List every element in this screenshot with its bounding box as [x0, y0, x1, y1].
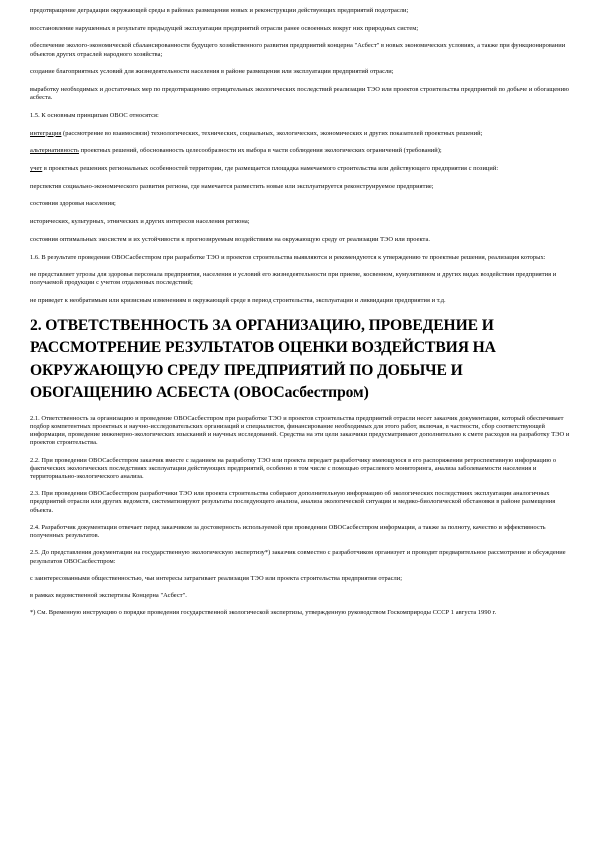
paragraph: состояния здоровья населения;	[30, 200, 116, 208]
paragraph: не представляет угрозы для здоровья персонала предприятия, населения и условий его жизнедеятельности при приеме, косвенном, кумулятивном и других видах воздействия предприятия и получаемой продукции с учетом отдаленных последствий;	[30, 271, 557, 287]
paragraph: не приведет к необратимым или кризисным изменениям в окружающей среде в период строительства, эксплуатации и ликвидации предприятия и т.д.	[30, 297, 446, 305]
principle-text: проектных решений, обоснованность целесообразности их выбора в части соблюдения экологических ограничений (требований);	[79, 147, 442, 155]
principle-text: (рассмотрение во взаимосвязи) технологических, технических, социальных, экологических, экономических и других показателей проектных решений;	[61, 129, 483, 137]
paragraph: 2.1. Ответственность за организацию и проведение ОВОСасбестпром при разработке ТЭО и проектов строительства предприятий отрасли несет заказчик документации, который обеспечивает подбор компетентных проектных и научно-исследовательских организаций и специалистов, финансирование необходимых для этого работ, включая, в частности, сбор соответствующей информации, проведение инженерно-экологических изысканий и научных исследований. Средства на эти цели заказчики предусматривают дополнительно к смете расходов на разработку ТЭО и проектов строительства.	[30, 414, 570, 447]
paragraph: восстановление нарушенных в результате предыдущей эксплуатации предприятий отрасли ранее освоенных вокруг них природных систем;	[30, 24, 419, 32]
section-2-body	[30, 415, 579, 617]
paragraph: исторических, культурных, этнических и других интересов населения региона;	[30, 218, 250, 226]
paragraph: состояния оптимальных экосистем и их устойчивости к прогнозируемым воздействиям на окружающую среду от реализации ТЭО или проекта.	[30, 235, 430, 243]
principle-term: интеграция	[30, 129, 62, 137]
principle-integration	[30, 130, 579, 138]
paragraph: 2.4. Разработчик документации отвечает перед заказчиком за достоверность используемой при проведении ОВОСасбестпром информации, а также за полноту, качество и эффективность полученных результатов.	[30, 523, 546, 540]
paragraph: выработку необходимых и достаточных мер по предотвращению отрицательных экологических последствий реализации ТЭО или проектов строительства предприятий по добыче и обогащению асбеста.	[30, 86, 569, 102]
paragraph: предотвращение деградации окружающей среды в районах размещения новых и реконструкции действующих предприятий подотрасли;	[30, 7, 409, 14]
paragraph: 2.5. До представления документации на государственную экологическую экспертизу*) заказчик совместно с разработчиком организует и проводит предварительное рассмотрение и обсуждение результатов ОВОСасбестпром:	[30, 549, 566, 565]
paragraph: создание благоприятных условий для жизнедеятельности населения в районе размещения или эксплуатации предприятий отрасли;	[30, 68, 394, 76]
footnote: *) См. Временную инструкцию о порядке проведения государственной экологической экспертизы, утвержденную руководством Госкомприроды СССР 1 августа 1990 г.	[30, 609, 497, 617]
principle-term: альтернативность	[30, 147, 80, 155]
paragraph: обеспечение эколого-экономической сбалансированности будущего хозяйственного развития предприятий концерна "Асбест" в новых экономических условиях, а также при функционировании объектов других отраслей народного хозяйства;	[30, 42, 566, 58]
principle-alternatives	[30, 147, 579, 155]
principle-text: в проектных решениях региональных особенностей территории, где размещается площадка намечаемого строительства или действующего предприятия с позиций:	[42, 165, 499, 173]
paragraph: 1.6. В результате проведения ОВОСасбестпром при разработке ТЭО и проектов строительства выявляются и рекомендуются к утверждению те проектные решения, реализация которых:	[30, 253, 546, 261]
section-1-body	[30, 7, 579, 305]
principle-accounting	[30, 165, 579, 173]
paragraph: 2.2. При проведении ОВОСасбестпром заказчик вместе с заданием на разработку ТЭО или проекта передает разработчику имеющуюся в его распоряжении ретроспективную информацию о фактических экологических последствиях эксплуатации действующих предприятий, особенно в том числе с помощью отраслевого мониторинга, анализа заболеваемости населения и территориально-экологического анализа.	[30, 456, 557, 481]
paragraph: в рамках ведомственной экспертизы Концерна "Асбест".	[30, 591, 187, 599]
paragraph: перспектив социально-экономического развития региона, где намечается разместить новые или эксплуатируется реконструируемое предприятие;	[30, 182, 434, 190]
paragraph: с заинтересованными общественностью, чьи интересы затрагивает реализация ТЭО или проекта строительства предприятия отрасли;	[30, 574, 403, 582]
paragraph: 2.3. При проведении ОВОСасбестпром разработчики ТЭО или проекта строительства собирают дополнительную информацию об экологических последствиях эксплуатации аналогичных предприятий отрасли или других ведомств, систематизируют результаты последующего анализа, анализа экологической ситуации и медико-биологической обстановки в районе размещения объекта.	[30, 490, 556, 514]
principles-intro: 1.5. К основным принципам ОВОС относятся:	[30, 111, 159, 119]
principle-term: учет	[30, 165, 43, 173]
section-2-heading: 2. ОТВЕТСТВЕННОСТЬ ЗА ОРГАНИЗАЦИЮ, ПРОВЕДЕНИЕ И РАССМОТРЕНИЕ РЕЗУЛЬТАТОВ ОЦЕНКИ ВОЗДЕЙСТВИЯ НА ОКРУЖАЮЩУЮ СРЕДУ ПРЕДПРИЯТИЙ ПО ДОБЫЧЕ И ОБОГАЩЕНИЮ АСБЕСТА (ОВОСасбестпром)	[30, 316, 496, 402]
